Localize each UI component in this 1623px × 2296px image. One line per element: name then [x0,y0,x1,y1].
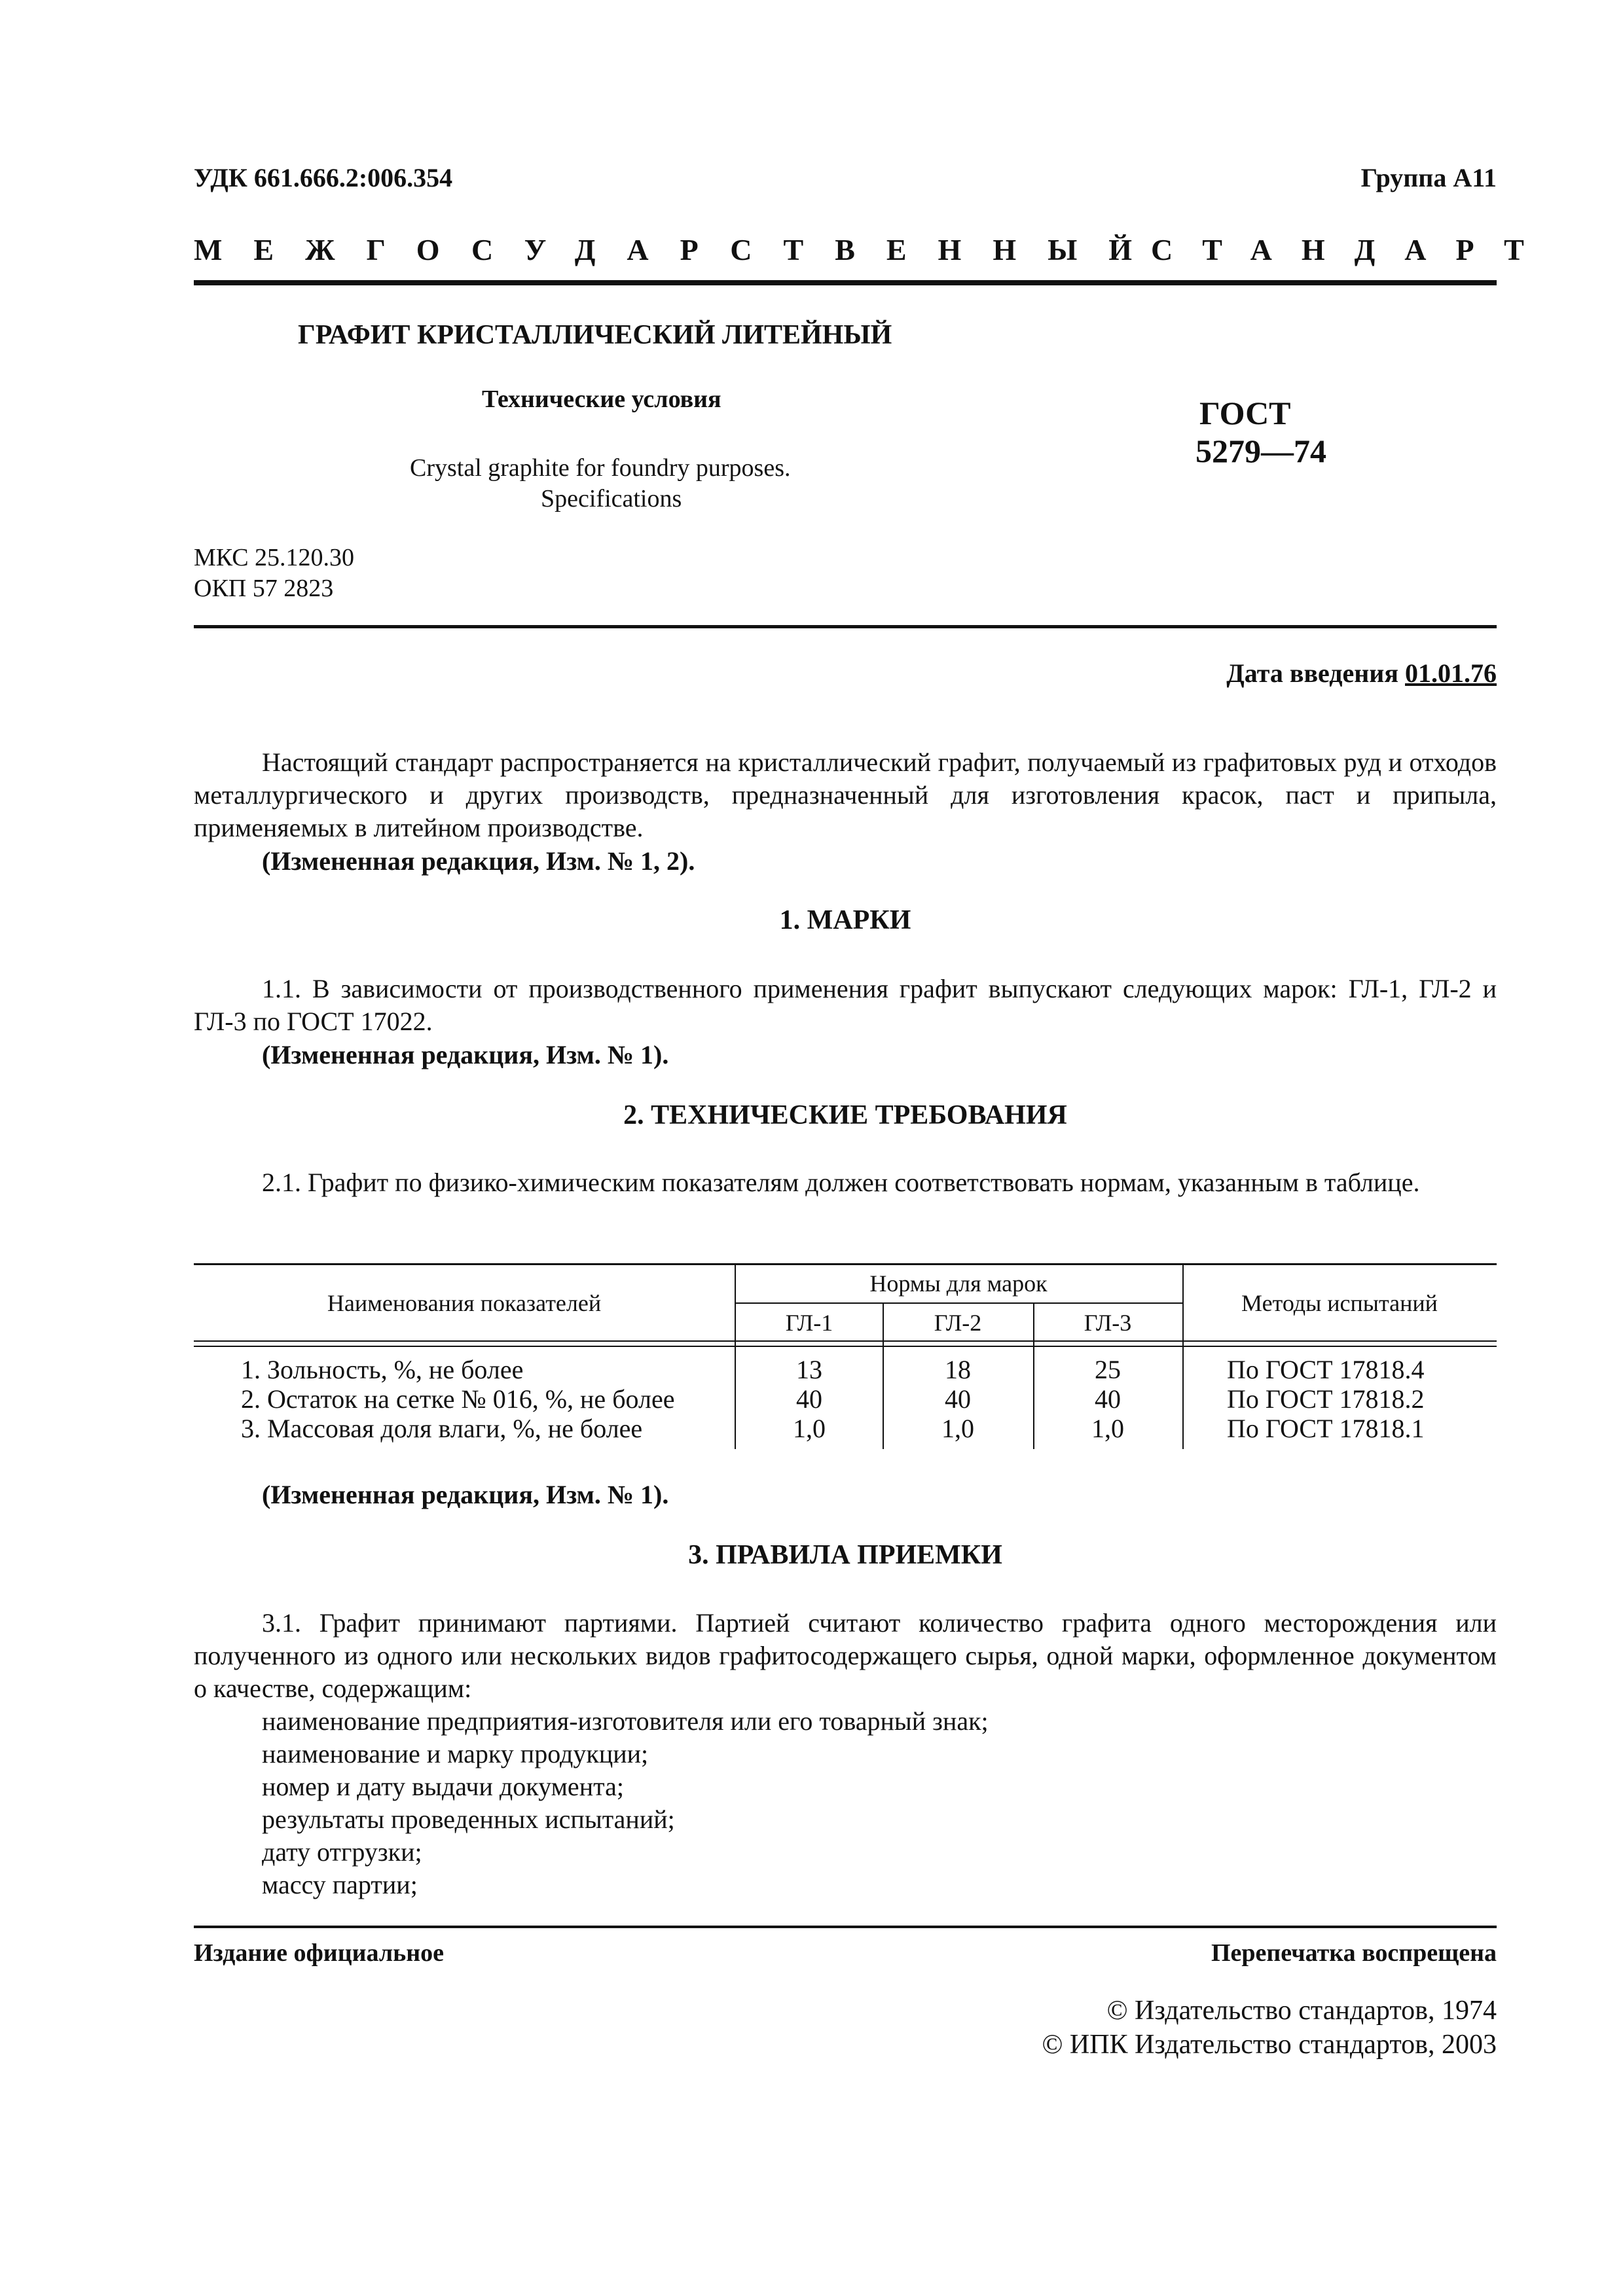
preamble-text: Настоящий стандарт распространяется на кристаллический графит, получаемый из графитовых руд и отходов металлургического и других производств, предназначенный для изготовления красок, паст и припыла, применяемых в литейном производстве. [194,747,1497,842]
footer-rule [194,1926,1497,1928]
english-title-line1: Crystal graphite for foundry purposes. [410,454,791,482]
header-double-rule-1 [194,1340,1497,1342]
table-row-1-gl1: 13 [796,1355,822,1384]
list-item: номер и дату выдачи документа; [262,1772,624,1801]
section1-paragraph: 1.1. В зависимости от производственного применения графит выпускают следующих марок: ГЛ-1, ГЛ-2 и ГЛ-3 по ГОСТ 17022. [194,974,1497,1036]
official-edition-label: Издание официальное [194,1939,445,1967]
section2-paragraph: 2.1. Графит по физико-химическим показателям должен соответствовать нормам, указанным в таблице. [262,1168,1420,1197]
gost-label: ГОСТ [1199,395,1291,431]
list-item: наименование и марку продукции; [262,1739,649,1768]
intro-date [1226,658,1497,689]
section1-heading: 1. МАРКИ [779,905,911,935]
table-top-rule [194,1263,1497,1265]
section2-heading: 2. ТЕХНИЧЕСКИЕ ТРЕБОВАНИЯ [623,1100,1067,1130]
table-row-3-gl3: 1,0 [1091,1414,1124,1443]
table-row-1-name: 1. Зольность, %, не более [241,1355,524,1384]
mks-code: МКС 25.120.30 [194,544,355,571]
section2-amendment: (Измененная редакция, Изм. № 1). [262,1480,669,1509]
section3-heading: 3. ПРАВИЛА ПРИЕМКИ [688,1540,1002,1570]
table-row-1-gl3: 25 [1095,1355,1121,1384]
table-row-3-name: 3. Массовая доля влаги, %, не более [241,1414,643,1443]
intro-date-label: Дата введения [1226,658,1398,688]
header-double-rule-2 [194,1346,1497,1347]
table-row-2-gl2: 40 [945,1384,971,1414]
standard-subtitle: Технические условия [482,386,721,413]
list-item: наименование предприятия-изготовителя или его товарный знак; [262,1706,989,1736]
gost-number: 5279—74 [1195,433,1326,469]
table-row-1-method: По ГОСТ 17818.4 [1227,1355,1425,1384]
table-row-3-gl1: 1,0 [793,1414,826,1443]
section3-paragraph: 3.1. Графит принимают партиями. Партией считают количество графита одного месторождения или полученного из одного или нескольких видов графитосодержащего сырья, одной марки, оформленное документом о качестве, содержащим: [194,1608,1497,1703]
document-contents-list [262,1705,989,1901]
col-header-grade-2: ГЛ-2 [934,1310,982,1336]
table-row-2-gl1: 40 [796,1384,822,1414]
preamble-amendment: (Измененная редакция, Изм. № 1, 2). [262,846,695,876]
title-rule [194,625,1497,628]
okp-code: ОКП 57 2823 [194,575,334,602]
udk-code: УДК 661.666.2:006.354 [194,163,453,192]
list-item: дату отгрузки; [262,1837,422,1867]
col-header-name: Наименования показателей [327,1290,602,1316]
list-item: массу партии; [262,1870,418,1899]
banner-rule [194,280,1497,285]
col-header-norms: Нормы для марок [869,1270,1048,1297]
list-item: результаты проведенных испытаний; [262,1804,675,1834]
col-header-grade-1: ГЛ-1 [785,1310,833,1336]
banner-standard: СТАНДАРТ [1151,233,1554,266]
table-row-1-gl2: 18 [945,1355,971,1384]
table-row-3-method: По ГОСТ 17818.1 [1227,1414,1425,1443]
standard-title: ГРАФИТ КРИСТАЛЛИЧЕСКИЙ ЛИТЕЙНЫЙ [298,320,892,350]
norms-table [194,1263,1497,1449]
copyright-2003: © ИПК Издательство стандартов, 2003 [1042,2030,1497,2060]
table-row-3-gl2: 1,0 [941,1414,974,1443]
section1-amendment: (Измененная редакция, Изм. № 1). [262,1040,669,1069]
table-row-2-gl3: 40 [1095,1384,1121,1414]
group-code: Группа А11 [1360,163,1497,192]
copyright-1974: © Издательство стандартов, 1974 [1106,1996,1497,2026]
table-row-2-method: По ГОСТ 17818.2 [1227,1384,1425,1414]
col-header-methods: Методы испытаний [1241,1290,1438,1316]
grades-rule [735,1302,1182,1304]
banner-interstate: МЕЖГОСУДАРСТВЕННЫЙ [194,233,1164,266]
reprint-prohibited-label: Перепечатка воспрещена [1211,1939,1497,1967]
table-row-2-name: 2. Остаток на сетке № 016, %, не более [241,1384,675,1414]
col-header-grade-3: ГЛ-3 [1084,1310,1132,1336]
english-title-line2: Specifications [541,485,682,512]
intro-date-value: 01.01.76 [1405,658,1497,688]
